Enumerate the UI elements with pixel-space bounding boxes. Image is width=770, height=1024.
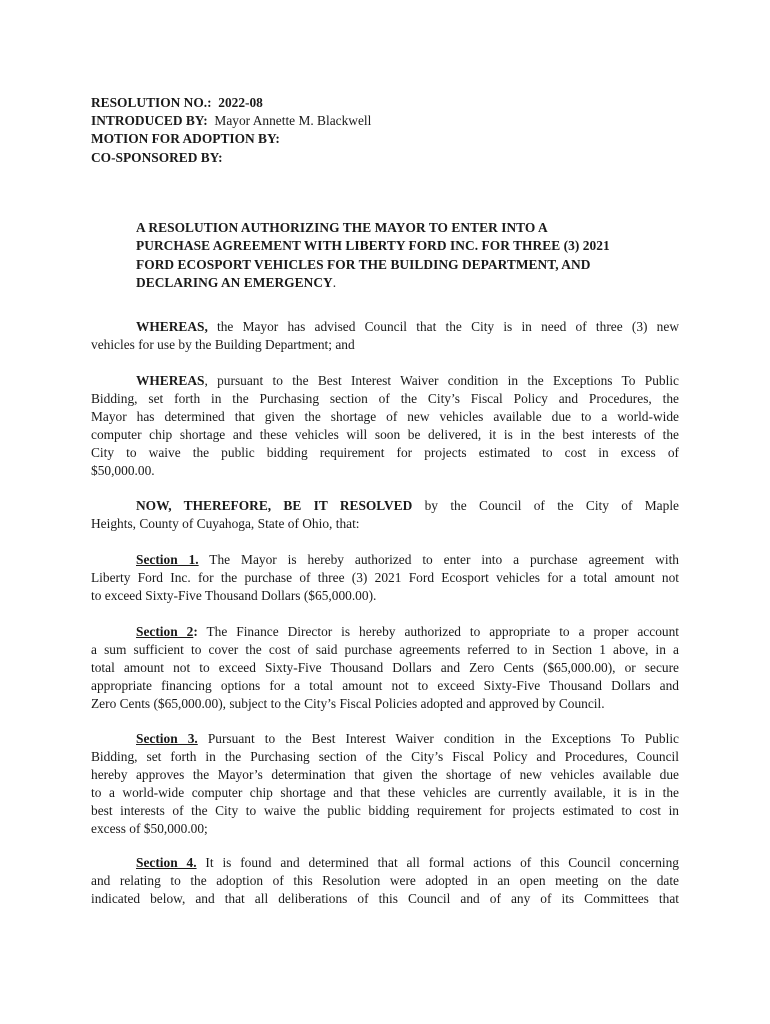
introduced-by-value: Mayor Annette M. Blackwell [214, 113, 372, 129]
paragraph-line: best interests of the City to waive the public bidding requirement for projects estimated to cost in [91, 803, 679, 818]
paragraph-text: The Finance Director is hereby authorized to appropriate to a proper account [197, 624, 680, 639]
section-2-colon: : [193, 624, 198, 639]
paragraph-text: Pursuant to the Best Interest Waiver condition in the Exceptions To Public [197, 731, 679, 746]
whereas-lead: WHEREAS [136, 373, 205, 388]
title-line-last [136, 274, 696, 292]
introduced-by-row [91, 112, 371, 130]
introduced-by-label: INTRODUCED BY: [91, 113, 208, 129]
resolved-paragraph [91, 497, 679, 533]
paragraph-line: Mayor has determined that given the shortage of new vehicles available due to a world-wide [91, 409, 679, 424]
paragraph-line [91, 372, 679, 390]
paragraph-line: Heights, County of Cuyahoga, State of Ohio, that: [91, 516, 360, 531]
whereas-paragraph-1 [91, 318, 679, 354]
resolution-number-row [91, 94, 371, 112]
paragraph-line: appropriate financing options for a total amount not to exceed Sixty-Five Thousand Dollars and [91, 678, 679, 693]
paragraph-line: Zero Cents ($65,000.00), subject to the City’s Fiscal Policies adopted and approved by Council. [91, 696, 605, 711]
resolution-header [91, 94, 371, 167]
paragraph-line [91, 623, 679, 641]
motion-for-adoption-row [91, 130, 371, 148]
paragraph-line: Liberty Ford Inc. for the purchase of three (3) 2021 Ford Ecosport vehicles for a total amount not [91, 570, 679, 585]
paragraph-line: Bidding, set forth in the Purchasing section of the City’s Fiscal Policy and Procedures, the [91, 391, 679, 406]
resolution-number-value: 2022-08 [218, 95, 263, 110]
co-sponsored-label: CO-SPONSORED BY: [91, 149, 223, 165]
paragraph-line [91, 730, 679, 748]
paragraph-line [91, 318, 679, 336]
section-4 [91, 854, 679, 908]
paragraph-line: Bidding, set forth in the Purchasing section of the City’s Fiscal Policy and Procedures, Council [91, 749, 679, 764]
whereas-lead: WHEREAS, [136, 319, 208, 334]
resolution-title [136, 219, 696, 292]
motion-for-adoption-label: MOTION FOR ADOPTION BY: [91, 131, 280, 147]
resolved-lead: NOW, THEREFORE, BE IT RESOLVED [136, 498, 413, 513]
paragraph-line: excess of $50,000.00; [91, 821, 208, 836]
paragraph-text: It is found and determined that all formal actions of this Council concerning [196, 855, 680, 870]
paragraph-line: indicated below, and that all deliberations of this Council and of any of its Committees that [91, 891, 679, 906]
whereas-paragraph-2 [91, 372, 679, 480]
co-sponsored-row [91, 149, 371, 167]
title-line: A RESOLUTION AUTHORIZING THE MAYOR TO ENTER INTO A [136, 220, 548, 235]
paragraph-line [91, 854, 679, 872]
section-1-heading: Section 1. [136, 552, 199, 567]
paragraph-line: and relating to the adoption of this Resolution were adopted in an open meeting on the date [91, 873, 679, 888]
section-2 [91, 623, 679, 713]
paragraph-text: the Mayor has advised Council that the City is in need of three (3) new [207, 319, 679, 334]
paragraph-line: vehicles for use by the Building Department; and [91, 337, 355, 352]
paragraph-line: to exceed Sixty-Five Thousand Dollars ($65,000.00). [91, 588, 377, 603]
title-line: PURCHASE AGREEMENT WITH LIBERTY FORD INC. FOR THREE (3) 2021 [136, 238, 610, 254]
resolution-number-label: RESOLUTION NO.: [91, 95, 212, 110]
paragraph-line: computer chip shortage and these vehicles will soon be delivered, it is in the best interests of the [91, 427, 679, 442]
paragraph-text: , pursuant to the Best Interest Waiver condition in the Exceptions To Public [204, 373, 679, 388]
paragraph-text: by the Council of the City of Maple [412, 498, 679, 513]
section-3 [91, 730, 679, 838]
paragraph-line [91, 497, 679, 515]
paragraph-line: $50,000.00. [91, 463, 155, 478]
section-2-heading: Section 2 [136, 624, 194, 639]
paragraph-line: total amount not to exceed Sixty-Five Thousand Dollars and Zero Cents ($65,000.00), or secure [91, 660, 679, 675]
section-4-heading: Section 4. [136, 855, 197, 870]
section-3-heading: Section 3. [136, 731, 198, 746]
paragraph-line: a sum sufficient to cover the cost of said purchase agreements referred to in Section 1 above, in a [91, 642, 679, 657]
title-period: . [332, 274, 337, 290]
paragraph-line: City to waive the public bidding requirement for projects estimated to cost in excess of [91, 445, 679, 460]
paragraph-line: to a world-wide computer chip shortage and that these vehicles are currently available, it is in the [91, 785, 679, 800]
title-line: FORD ECOSPORT VEHICLES FOR THE BUILDING DEPARTMENT, AND [136, 256, 591, 272]
section-1 [91, 551, 679, 605]
paragraph-line: hereby approves the Mayor’s determination that given the shortage of new vehicles available due [91, 767, 679, 782]
title-line-text: DECLARING AN EMERGENCY [136, 274, 333, 290]
paragraph-line [91, 551, 679, 569]
paragraph-text: The Mayor is hereby authorized to enter into a purchase agreement with [198, 552, 679, 567]
